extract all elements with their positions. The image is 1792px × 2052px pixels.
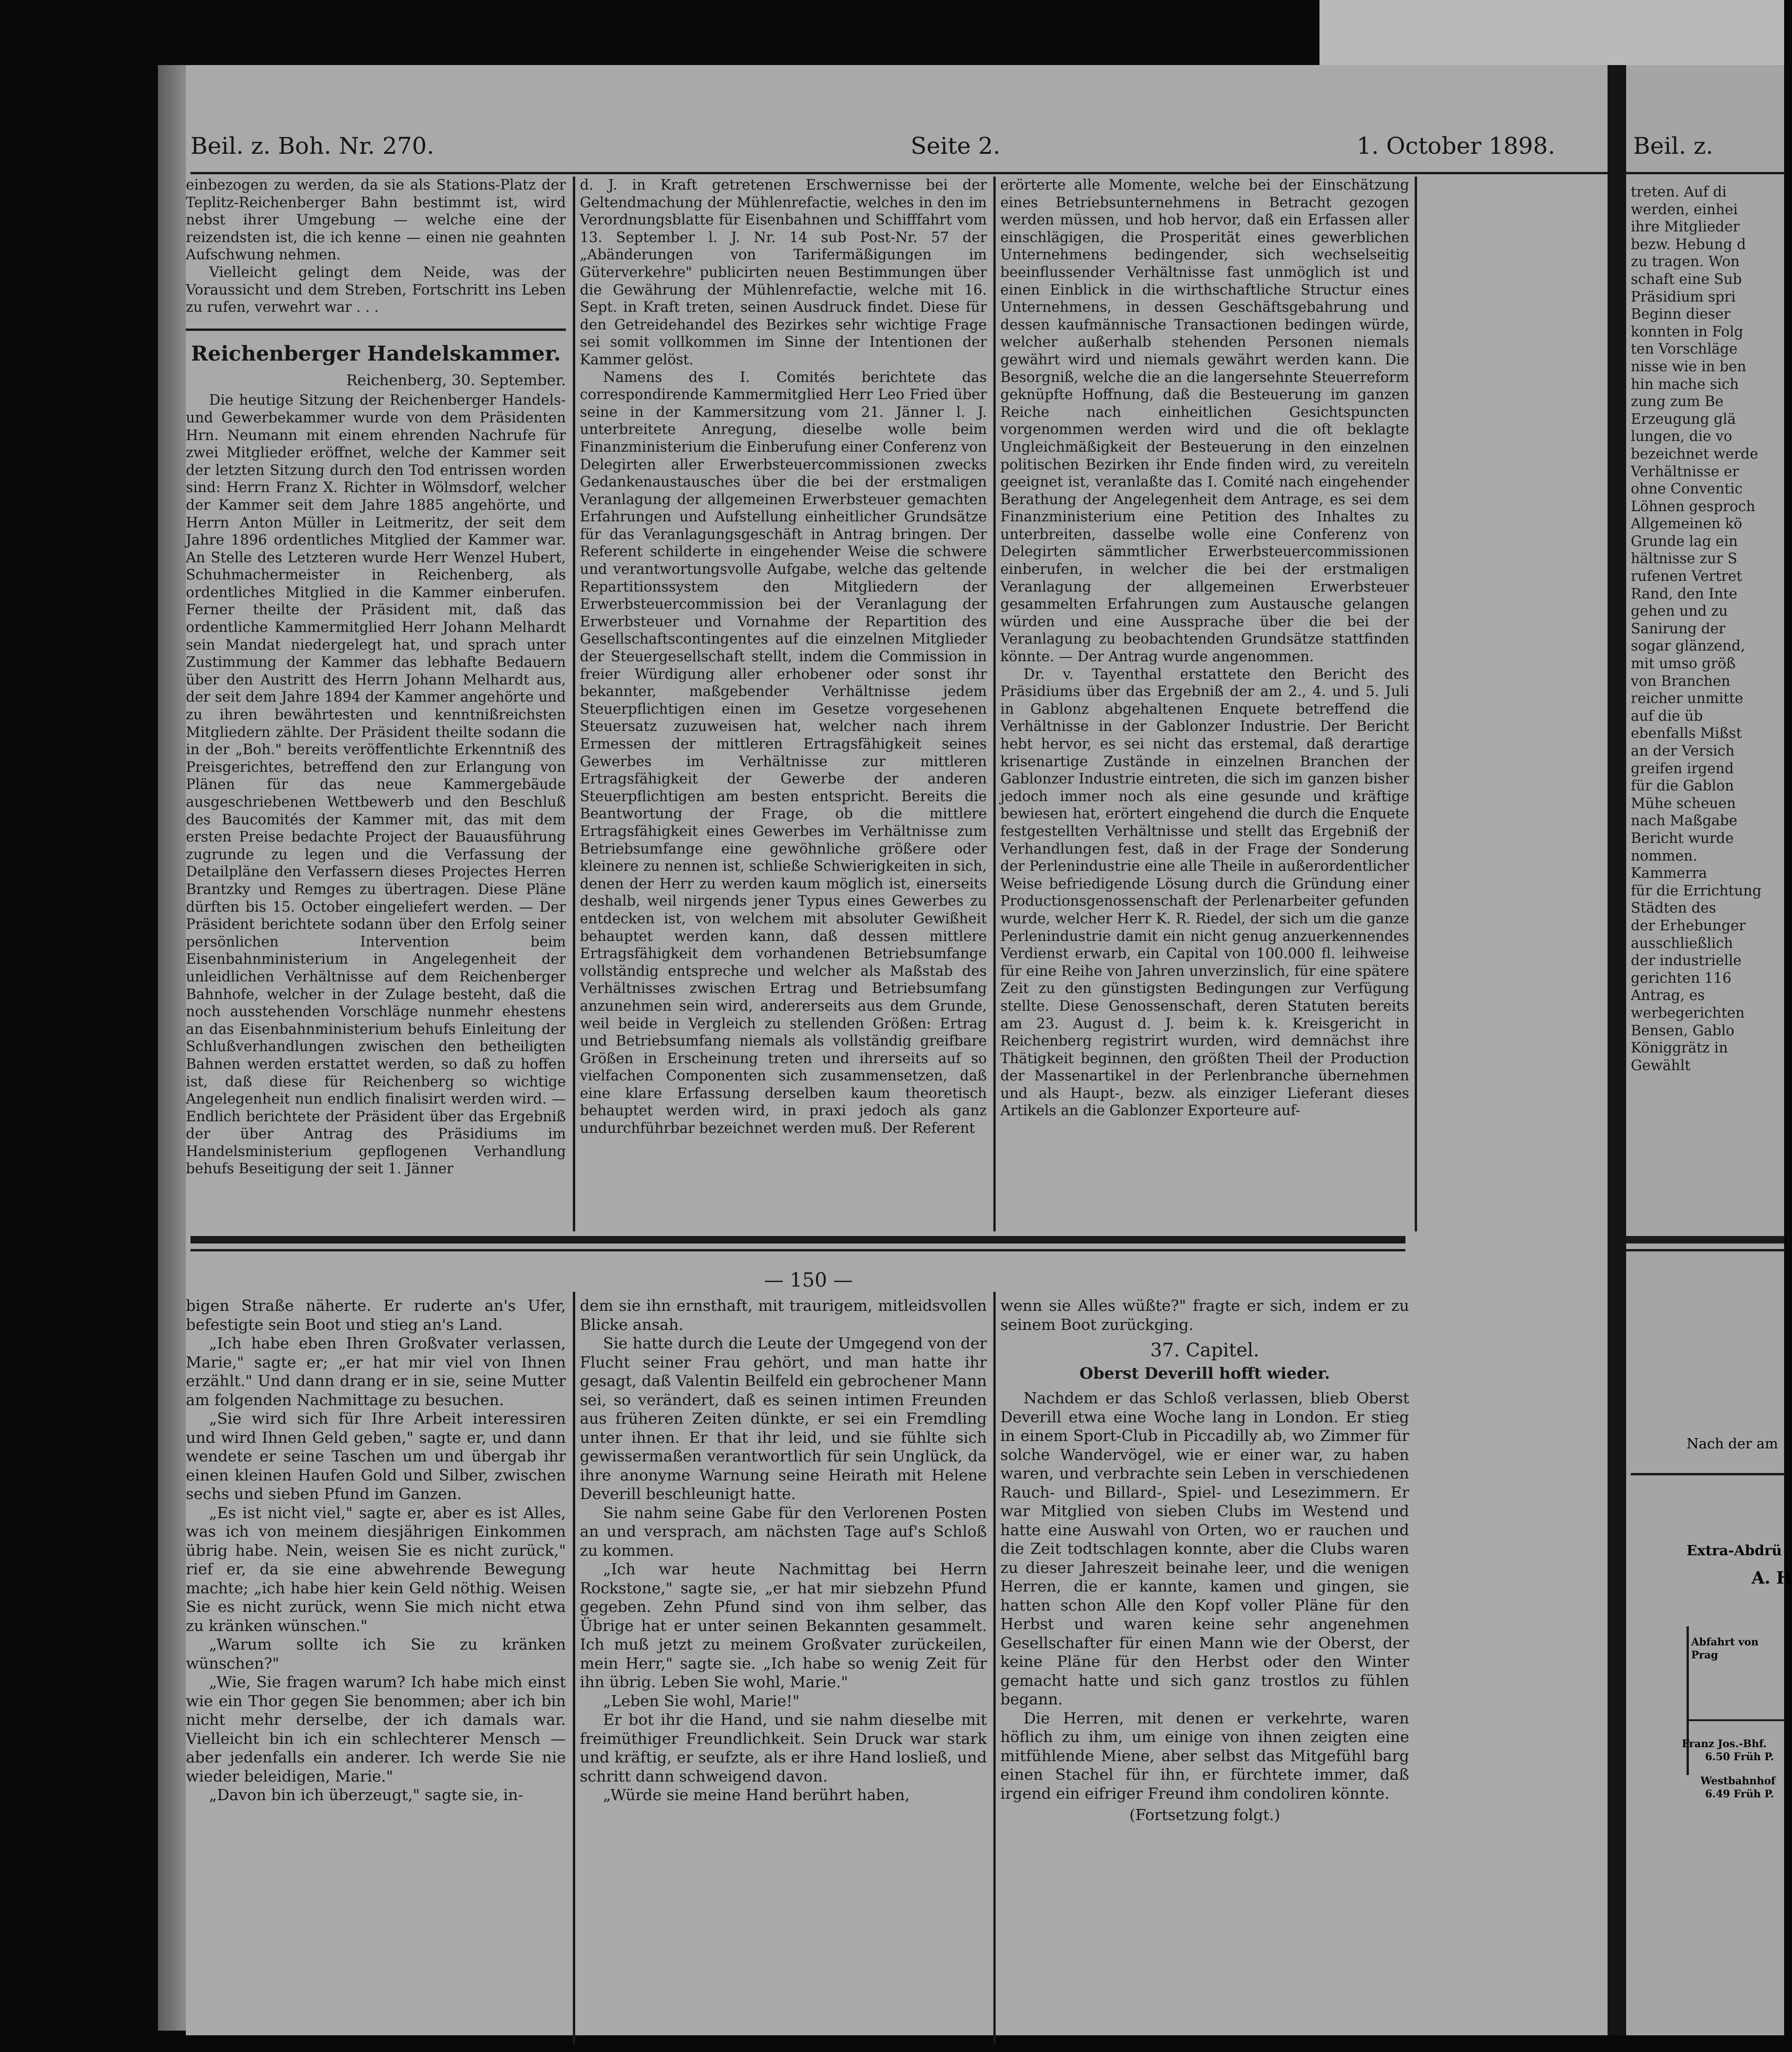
column-divider: [573, 1292, 575, 2045]
serial-paragraph: wenn sie Alles wüßte?" fragte er sich, indem er zu seinem Boot zurückging.: [1000, 1296, 1409, 1334]
text-line: nach Maßgabe: [1631, 813, 1738, 829]
text-line: ausschließlich: [1631, 935, 1733, 952]
text-line: von Branchen: [1631, 673, 1731, 690]
text-line: nisse wie in ben: [1631, 358, 1746, 375]
text-line: für die Errichtung: [1631, 882, 1762, 899]
column-divider: [993, 177, 996, 1231]
text-line: Erzeugung glä: [1631, 411, 1736, 428]
timetable-station: Westbahnhof: [1700, 1775, 1776, 1787]
feuilleton-rule-thin: [190, 1249, 1405, 1251]
text-line: bezeichnet werde: [1631, 446, 1759, 462]
serial-paragraph: Er bot ihr die Hand, und sie nahm dieselbe mit freimüthiger Freundlichkeit. Sein Druck war stark und kräftig, er seufzte, als er ihre Hand losließ, und schritt dann schweigend davon.: [580, 1710, 987, 1785]
timetable-time: 6.50 Früh P.: [1705, 1751, 1774, 1763]
article-paragraph: Dr. v. Tayenthal erstattete den Bericht des Präsidiums über das Ergebniß der am 2., 4. und 5. Juli in Gablonz abgehaltenen Enquete betreffend die Verhältnisse in der Gablonzer Industrie. Der Bericht hebt hervor, es sei nicht das erstemal, daß derartige krisenartige Zustände in einzelnen Branchen der Gablonzer Industrie eintreten, die sich im ganzen bisher jedoch immer noch als eine gesunde und kräftige bewiesen hat, erörtert eingehend die durch die Enquete festgestellten Verhältnisse und stellt das Ergebniß der Verhandlungen fest, daß in der Frage der Sonderung der Perlenindustrie eine alle Theile in außerordentlicher Weise befriedigende Lösung durch die Gründung einer Productionsgenossenschaft der Perlenarbeiter gefunden wurde, welcher Herr K. R. Riedel, der sich um die ganze Perlenindustrie damit ein nicht genug anzuerkennendes Verdienst erwarb, ein Capital von 100.000 fl. leihweise für eine Reihe von Jahren unverzinslich, für eine spätere Zeit zu den günstigsten Bedingungen zur Verfügung stellte. Diese Genossenschaft, deren Statuten bereits am 23. August d. J. beim k. k. Kreisgericht in Reichenberg registrirt wurden, wird demnächst ihre Thätigkeit beginnen, den größten Theil der Production der Massenartikel in der Perlenbranche übernehmen und als Haupt-, bezw. als einziger Lieferant dieses Artikels an die Gablonzer Exporteure auf-: [1000, 666, 1409, 1119]
next-page-edge: [1626, 65, 1792, 2035]
serial-paragraph: „Sie wird sich für Ihre Arbeit interessiren und wird Ihnen Geld geben," sagte er, und dann wendete er seine Taschen um und übergab ihr einen kleinen Haufen Gold und Silber, zwischen sechs und sieben Pfund im Ganzen.: [186, 1409, 566, 1503]
next-page-header: Beil. z.: [1633, 132, 1713, 159]
chapter-heading: 37. Capitel.: [1150, 1340, 1260, 1361]
header-issue: Beil. z. Boh. Nr. 270.: [190, 132, 434, 159]
text-line: nommen.: [1631, 848, 1698, 864]
text-line: Bericht wurde: [1631, 830, 1734, 847]
serial-paragraph: Die Herren, mit denen er verkehrte, waren höflich zu ihm, um einige von ihnen zeigten eine mitfühlende Miene, aber selbst das Mitgefühl barg einen Stachel für ihn, er fürchtete immer, daß irgend ein eifriger Freund ihm condoliren könnte.: [1000, 1709, 1409, 1802]
text-line: Antrag, es: [1631, 987, 1705, 1004]
header-rule: [190, 172, 1608, 174]
serial-column-2: [580, 1296, 987, 1805]
text-line: lungen, die vo: [1631, 428, 1733, 445]
text-line: Kammerra: [1631, 865, 1707, 882]
next-page-timetable-header: Abfahrt von Prag: [1691, 1636, 1759, 1661]
scan-background-corner: [1319, 0, 1784, 70]
text-line: ebenfalls Mißst: [1631, 725, 1742, 742]
next-page-ad-title: Extra-Abdrü: [1687, 1543, 1782, 1559]
newspaper-page: [186, 65, 1617, 2035]
text-line: Löhnen gesproch: [1631, 498, 1755, 515]
serial-paragraph: „Ich habe eben Ihren Großvater verlassen, Marie," sagte er; „er hat mir viel von Ihnen erzählt." Und dann drang er in sie, seine Mutter am folgenden Nachmittage zu besuchen.: [186, 1334, 566, 1409]
text-line: der industrielle: [1631, 953, 1742, 969]
serial-paragraph: Sie nahm seine Gabe für den Verlorenen Posten an und versprach, am nächsten Tage auf's Schloß zu kommen.: [580, 1503, 987, 1559]
article-paragraph: Namens des I. Comités berichtete das correspondirende Kammermitglied Herr Leo Fried über seine in der Kammersitzung vom 21. Jänner l. J. unterbreitete Anregung, dieselbe wolle beim Finanzministerium die Einberufung einer Conferenz von Delegirten aller Erwerbsteuercommissionen zwecks Gedankenaustausches über die bei der erstmaligen Veranlagung der allgemeinen Erwerbsteuer gemachten Erfahrungen und Aufstellung einheitlicher Grundsätze für das Veranlagungsgeschäft in Antrag bringen. Der Referent schilderte in eingehender Weise die schwere und verantwortungsvolle Aufgabe, welche das geltende Repartitionssystem den Mitgliedern der Erwerbsteuercommission bei der Veranlagung der Erwerbsteuer und Vornahme der Repartition des Gesellschaftscontingentes auf die einzelnen Mitglieder der Steuergesellschaft stellt, indem die Commission in freier Würdigung aller erhobener oder sonst ihr bekannter, maßgebender Verhältnisse jedem Steuerpflichtigen einen im Gesetze vorgesehenen Steuersatz zuzuweisen hat, welcher nach ihrem Ermessen der mittleren Ertragsfähigkeit seines Gewerbes im Verhältnisse zur mittleren Ertragsfähigkeit der Gewerbe der anderen Steuerpflichtigen am besten entspricht. Bereits die Beantwortung der Frage, ob die mittlere Ertragsfähigkeit eines Gewerbes im Verhältnisse zum Betriebsumfange eine gewöhnliche größere oder kleinere zu nennen ist, schließe Schwierigkeiten in sich, denen der Herr zu werden kaum möglich ist, einerseits deshalb, weil nirgends jener Typus eines Gewerbes zu entdecken ist, von welchem mit absoluter Gewißheit behauptet werden kann, daß dessen mittlere Ertragsfähigkeit dem vorhandenen Betriebsumfange vollständig entspreche und welcher als Maßstab des Verhältnisses zwischen Ertrag und Betriebsumfang anzunehmen sein wird, andererseits aus dem Grunde, weil beide in Vergleich zu stellenden Größen: Ertrag und Betriebsumfang niemals als vollständig greifbare Größen in Erscheinung treten und ihrerseits auf so vielfachen Componenten sich zusammensetzen, daß eine klare Erfassung derselben kaum theoretisch behauptet werden wird, in praxi jedoch als ganz undurchführbar bezeichnet werden muß. Der Referent: [580, 369, 987, 1137]
serial-page-number: — 150 —: [764, 1269, 853, 1291]
header-page-label: Seite 2.: [911, 132, 1001, 159]
serial-paragraph: Sie hatte durch die Leute der Umgegend von der Flucht seiner Frau gehört, und man hatte ihr gesagt, daß Valentin Beilfeld ein gebrochener Mann sei, so verändert, daß es seinen intimen Freunden aus früheren Zeiten dünkte, er sei ein Fremdling unter ihnen. Er that ihr leid, und sie fühlte sich gewissermaßen verantwortlich für sein Unglück, da ihre anonyme Warnung seine Heirath mit Helene Deverill beschleunigt hatte.: [580, 1334, 987, 1503]
serial-paragraph: „Ich war heute Nachmittag bei Herrn Rockstone," sagte sie, „er hat mir siebzehn Pfund gegeben. Zehn Pfund sind von ihm selber, das Übrige hat er unter seinen Bekannten gesammelt. Ich muß jetzt zu meinem Großvater zurückeilen, mein Herr," sagte sie. „Ich habe so wenig Zeit für ihn übrig. Leben Sie wohl, Marie.": [580, 1560, 987, 1691]
text-line: für die Gablon: [1631, 778, 1734, 795]
text-line: an der Versich: [1631, 743, 1735, 759]
article-paragraph: d. J. in Kraft getretenen Erschwernisse bei der Geltendmachung der Mühlenrefactie, welches in den im Verordnungsblatte für Eisenbahnen und Schifffahrt vom 13. September l. J. Nr. 14 sub Post-Nr. 57 der „Abänderungen von Tarifermäßigungen im Güterverkehre" publicirten neuen Bestimmungen über die Gewährung der Mühlenrefactie, welche mit 16. Sept. in Kraft treten, seinen Ausdruck findet. Diese für den Getreidehandel des Bezirkes sehr wichtige Frage sei somit vollkommen im Sinne der Intentionen der Kammer gelöst.: [580, 177, 987, 368]
timetable-divider: [1687, 1626, 1689, 1775]
text-line: hältnisse zur S: [1631, 551, 1738, 567]
next-page-rule: [1626, 1236, 1784, 1243]
page-gutter: [1608, 65, 1626, 2035]
column-divider: [573, 177, 575, 1231]
serial-paragraph: Nachdem er das Schloß verlassen, blieb Oberst Deverill etwa eine Woche lang in London. Er stieg in einem Sport-Club in Piccadilly ab, wo Zimmer für solche Wandervögel, wie er einer war, zu haben waren, und verbrachte sein Leben in verschiedenen Rauch- und Billard-, Spiel- und Lesezimmern. Er war Mitglied von sieben Clubs im Westend und hatte eine Auswahl von Orten, wo er rauchen und die Zeit todtschlagen konnte, aber die Clubs waren zu dieser Jahreszeit beinahe leer, und die wenigen Herren, die er kannte, kamen und gingen, sie hatten schon Alle den Kopf voller Pläne für den Herbst und waren keine sehr angenehmen Gesellschafter für einen Mann wie der Oberst, der keine Pläne für den Herbst oder den Winter gemacht hatte und sich ganz trostlos zu fühlen begann.: [1000, 1389, 1409, 1708]
serial-paragraph: bigen Straße näherte. Er ruderte an's Ufer, befestigte sein Boot und stieg an's Land.: [186, 1296, 566, 1334]
feuilleton-rule: [190, 1236, 1405, 1243]
chapter-subtitle: Oberst Deverill hofft wieder.: [1079, 1364, 1330, 1383]
next-page-column: [1631, 184, 1784, 1074]
text-line: Präsidium spri: [1631, 289, 1736, 305]
article-paragraph: erörterte alle Momente, welche bei der Einschätzung eines Betriebsunternehmens in Betracht gezogen werden müssen, und hob hervor, daß ein Erfassen aller einschlägigen, die Prosperität eines gewerblichen Unternehmens bedingender, sich wechselseitig beeinflussender Verhältnisse fast unmöglich ist und einen Einblick in die wirthschaftliche Structur eines Unternehmens, in dessen Geschäftsgebahrung und dessen kaufmännische Transactionen bedingen würde, welcher außerhalb stehenden Personen niemals gewährt wird und niemals gewährt werden kann. Die Besorgniß, welche die an die langersehnte Steuerreform geknüpfte Hoffnung, daß die Besteuerung im ganzen Reiche nach einheitlichen Gesichtspuncten vorgenommen werden wird und die oft beklagte Ungleichmäßigkeit der Besteuerung in den einzelnen politischen Bezirken ihr Ende finden wird, zu vereiteln geeignet ist, veranlaßte das I. Comité nach eingehender Berathung der Angelegenheit dem Antrage, es sei dem Finanzministerium eine Petition des Inhaltes zu unterbreiten, dasselbe wolle eine Conferenz von Delegirten sämmtlicher Erwerbsteuercommissionen einberufen, in welcher die bei der erstmaligen Veranlagung der allgemeinen Erwerbsteuer gesammelten Erfahrungen zum Austausche gelangen würden und eine Aussprache über die bei der Veranlagung zu beobachtenden Grundsätze stattfinden könnte. — Der Antrag wurde angenommen.: [1000, 177, 1409, 665]
text-line: Königgrätz in: [1631, 1040, 1728, 1057]
text-line: Bensen, Gablo: [1631, 1022, 1735, 1039]
text-line: greifen irgend: [1631, 760, 1734, 777]
text-line: der Erhebunger: [1631, 917, 1746, 934]
next-page-rule-thin: [1626, 1249, 1784, 1251]
column-divider: [1415, 177, 1417, 1231]
next-page-ad-name: A. H: [1752, 1568, 1792, 1588]
text-line: werbegerichten: [1631, 1005, 1745, 1021]
serial-paragraph: „Leben Sie wohl, Marie!": [603, 1691, 800, 1710]
article-column-3: [1000, 177, 1409, 1120]
timetable-time: 6.49 Früh P.: [1705, 1788, 1774, 1800]
text-line: Gewählt: [1631, 1057, 1691, 1074]
article-column-1: [186, 177, 566, 1178]
text-line: ten Vorschläge: [1631, 341, 1738, 358]
serial-column-3: [1000, 1296, 1409, 1825]
text-line: bezw. Hebung d: [1631, 236, 1746, 253]
next-page-header-rule: [1626, 172, 1784, 174]
serial-column-1: [186, 1296, 566, 1805]
text-line: gerichten 116: [1631, 970, 1732, 987]
text-line: Beginn dieser: [1631, 306, 1731, 323]
column-divider: [993, 1292, 996, 2045]
next-page-notice: Nach der am: [1687, 1436, 1778, 1452]
text-line: werden, einhei: [1631, 201, 1738, 218]
article-column-2: [580, 177, 987, 1138]
article-paragraph: Vielleicht gelingt dem Neide, was der Voraussicht und dem Streben, Fortschritt ins Leben zu rufen, verwehrt war . . .: [186, 264, 566, 316]
serial-paragraph: „Würde sie meine Hand berührt haben,: [603, 1786, 910, 1804]
text-line: Grunde lag ein: [1631, 533, 1738, 550]
serial-paragraph: „Es ist nicht viel," sagte er, aber es ist Alles, was ich von meinem diesjährigen Einkommen übrig habe. Nein, weisen Sie es nicht zurück," rief er, da sie eine abwehrende Bewegung machte; „ich habe hier kein Geld nöthig. Weisen Sie es nicht zurück, wenn Sie mich nicht etwa zu kränken wünschen.": [186, 1503, 566, 1635]
article-dateline: Reichenberg, 30. September.: [346, 371, 566, 389]
text-line: zu tragen. Won: [1631, 254, 1740, 270]
next-page-rule: [1631, 1473, 1784, 1475]
text-line: Städten des: [1631, 900, 1716, 917]
section-rule: [186, 329, 566, 331]
text-line: Rand, den Inte: [1631, 585, 1738, 602]
text-line: reicher unmitte: [1631, 691, 1743, 707]
text-line: treten. Auf di: [1631, 184, 1727, 200]
text-line: konnten in Folg: [1631, 323, 1744, 340]
header-date: 1. October 1898.: [1357, 132, 1556, 159]
text-line: mit umso größ: [1631, 656, 1736, 672]
serial-paragraph: „Wie, Sie fragen warum? Ich habe mich einst wie ein Thor gegen Sie benommen; aber ich bin nicht mehr derselbe, der ich damals war. Vielleicht bin ich ein schlechterer Mensch — aber jedenfalls ein anderer. Ich werde Sie nie wieder beleidigen, Marie.": [186, 1673, 566, 1785]
text-line: auf die üb: [1631, 708, 1703, 724]
text-line: zung zum Be: [1631, 394, 1724, 410]
continuation-note: (Fortsetzung folgt.): [1129, 1806, 1280, 1824]
text-line: ohne Conventic: [1631, 481, 1743, 498]
article-body: Die heutige Sitzung der Reichenberger Handels- und Gewerbekammer wurde von dem Präsidenten Hrn. Neumann mit einem ehrenden Nachrufe für zwei Mitglieder eröffnet, welche der Kammer seit der letzten Sitzung durch den Tod entrissen worden sind: Herrn Franz X. Richter in Wölmsdorf, welcher der Kammer seit dem Jahre 1885 angehörte, und Herrn Anton Müller in Leitmeritz, der seit dem Jahre 1896 ordentliches Mitglied der Kammer war. An Stelle des Letzteren wurde Herr Wenzel Hubert, Schuhmachermeister in Reichenberg, als ordentliches Mitglied in die Kammer einberufen. Ferner theilte der Präsident mit, daß das ordentliche Kammermitglied Herr Johann Melhardt sein Mandat niedergelegt hat, und sprach unter Zustimmung der Kammer das lebhafte Bedauern über den Austritt des Herrn Johann Melhardt aus, der seit dem Jahre 1894 der Kammer angehörte und zu ihren bewährtesten und kenntnißreichsten Mitgliedern zählte. Der Präsident theilte sodann die in der „Boh." bereits veröffentlichte Erkenntniß des Preisgerichtes, betreffend den zur Erlangung von Plänen für das neue Kammergebäude ausgeschriebenen Wettbewerb und den Beschluß des Baucomités der Kammer mit, das mit dem ersten Preise bedachte Project der Bauausführung zugrunde zu legen und die Verfassung der Detailpläne den Verfassern dieses Projectes Herren Brantzky und Remges zu übertragen. Diese Pläne dürften bis 15. October eingeliefert werden. — Der Präsident berichtete sodann über den Erfolg seiner persönlichen Intervention beim Eisenbahnministerium in Angelegenheit der unleidlichen Verhältnisse auf dem Reichenberger Bahnhofe, welcher in der Zulage besteht, daß die noch ausstehenden Vorschläge nunmehr ehestens an das Eisenbahnministerium behufs Einleitung der Schlußverhandlungen zwischen den betheiligten Bahnen werden erstattet werden, so daß zu hoffen ist, daß diese für Reichenberg so wichtige Angelegenheit nun endlich finalisirt werden wird. — Endlich berichtete der Präsident über das Ergebniß der über Antrag des Präsidiums im Handelsministerium gepflogenen Verhandlung behufs Beseitigung der seit 1. Jänner: [186, 392, 566, 1177]
article-heading: Reichenberger Handelskammer.: [190, 342, 561, 366]
text-line: Mühe scheuen: [1631, 795, 1736, 812]
article-paragraph: einbezogen zu werden, da sie als Stations-Platz der Teplitz-Reichenberger Bahn bestimmt ist, wird nebst ihrer Umgebung — welche eine der reizendsten ist, die ich kenne — einen nie geahnten Aufschwung nehmen.: [186, 177, 566, 263]
timetable-rule: [1687, 1719, 1784, 1721]
text-line: schaft eine Sub: [1631, 271, 1742, 288]
serial-paragraph: „Davon bin ich überzeugt," sagte sie, in-: [209, 1786, 524, 1804]
text-line: Sanirung der: [1631, 620, 1726, 637]
serial-paragraph: „Warum sollte ich Sie zu kränken wünschen?": [186, 1635, 566, 1672]
timetable-station: Franz Jos.-Bhf.: [1682, 1738, 1767, 1750]
text-line: sogar glänzend,: [1631, 638, 1746, 655]
serial-paragraph: dem sie ihn ernsthaft, mit traurigem, mitleidsvollen Blicke ansah.: [580, 1296, 987, 1334]
text-line: Allgemeinen kö: [1631, 516, 1742, 533]
text-line: rufenen Vertret: [1631, 568, 1742, 585]
text-line: ihre Mitglieder: [1631, 219, 1740, 236]
text-line: Verhältnisse er: [1631, 463, 1739, 480]
text-line: gehen und zu: [1631, 603, 1728, 620]
text-line: hin mache sich: [1631, 376, 1739, 393]
